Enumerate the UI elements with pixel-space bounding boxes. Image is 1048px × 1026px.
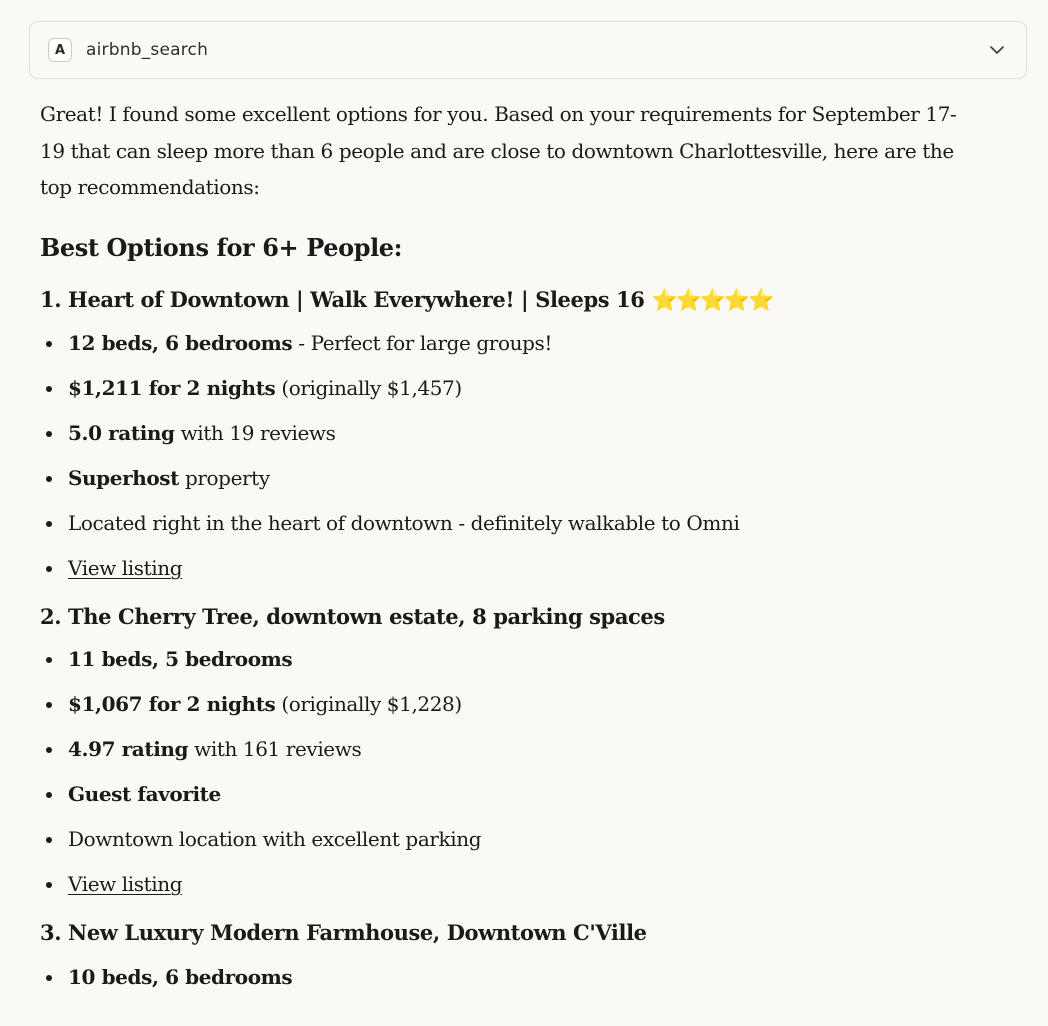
listing-title: 3. New Luxury Modern Farmhouse, Downtown C'Ville [40, 919, 647, 945]
tool-name: airbnb_search [86, 40, 209, 60]
view-listing-link[interactable]: View listing [68, 555, 183, 580]
listing-title: 1. Heart of Downtown | Walk Everywhere! | Sleeps 16 ⭐⭐⭐⭐⭐ [40, 286, 773, 312]
list-item: $1,211 for 2 nights (originally $1,457) [40, 366, 980, 411]
section-heading: Best Options for 6+ People: [40, 232, 403, 262]
listing-title: 2. The Cherry Tree, downtown estate, 8 parking spaces [40, 603, 665, 629]
listing-details [40, 955, 980, 1000]
listing-3 [40, 918, 980, 1000]
list-item: 4.97 rating with 161 reviews [40, 727, 980, 772]
list-item: 12 beds, 6 bedrooms - Perfect for large groups! [40, 321, 980, 366]
listing-2 [40, 602, 980, 907]
list-item: Located right in the heart of downtown - definitely walkable to Omni [40, 501, 980, 546]
intro-paragraph: Great! I found some excellent options for you. Based on your requirements for September 17-19 that can sleep more than 6 people and are close to downtown Charlottesville, here are the top recommendations: [40, 102, 957, 199]
listing-details [40, 637, 980, 907]
list-item [40, 546, 980, 591]
chevron-down-icon[interactable] [988, 41, 1006, 59]
tool-app-icon: A [48, 38, 72, 62]
list-item: 11 beds, 5 bedrooms [40, 637, 980, 682]
listing-details [40, 321, 980, 591]
message-content [40, 96, 980, 1000]
list-item: 5.0 rating with 19 reviews [40, 411, 980, 456]
listing-1 [40, 285, 980, 591]
stars-rating: ⭐⭐⭐⭐⭐ [651, 287, 773, 312]
list-item: 10 beds, 6 bedrooms [40, 955, 980, 1000]
list-item: Superhost property [40, 456, 980, 501]
list-item: Guest favorite [40, 772, 980, 817]
list-item: $1,067 for 2 nights (originally $1,228) [40, 682, 980, 727]
view-listing-link[interactable]: View listing [68, 871, 183, 896]
list-item [40, 862, 980, 907]
list-item: Downtown location with excellent parking [40, 817, 980, 862]
tool-call-card[interactable] [29, 21, 1027, 79]
